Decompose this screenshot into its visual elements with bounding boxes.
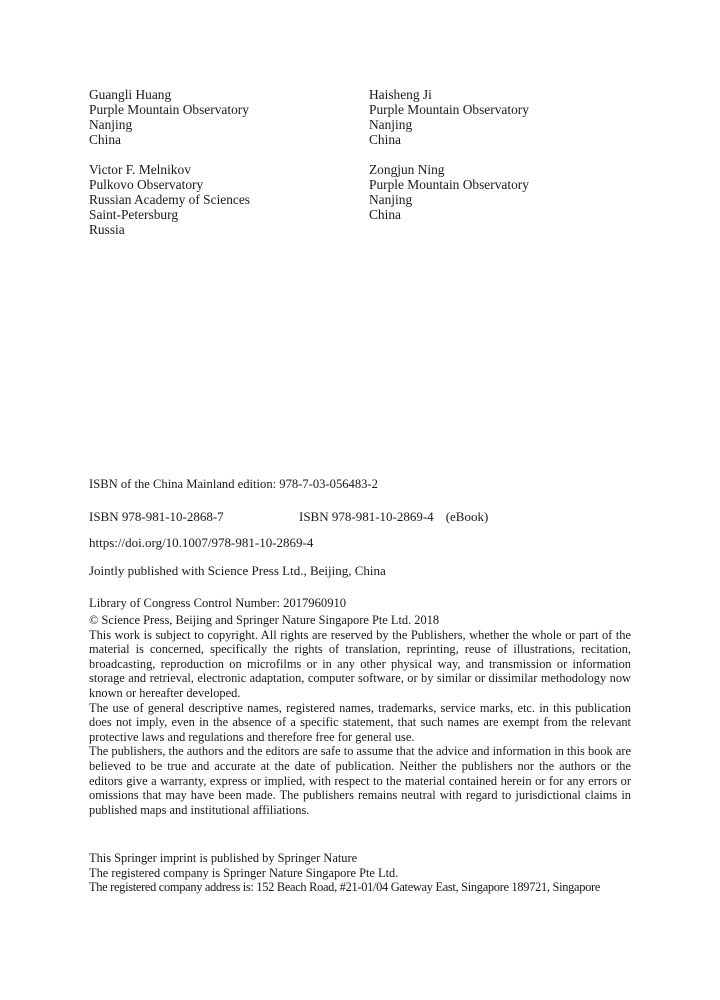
author-affiliation-line: Purple Mountain Observatory (369, 177, 529, 192)
isbn-ebook: ISBN 978-981-10-2869-4 (299, 509, 434, 524)
author-affiliation-line: Purple Mountain Observatory (369, 102, 529, 117)
author-affiliation-line: Russian Academy of Sciences (89, 192, 251, 207)
author-block-ji (369, 87, 529, 147)
isbn-china-mainland: ISBN of the China Mainland edition: 978-7-03-056483-2 (89, 477, 378, 491)
author-affiliation-line: Nanjing (369, 117, 413, 132)
author-affiliation-line: Nanjing (369, 192, 413, 207)
copyright-notice (89, 613, 631, 817)
author-affiliation-line: China (369, 207, 401, 222)
author-name: Guangli Huang (89, 87, 172, 102)
copyright-line: © Science Press, Beijing and Springer Nature Singapore Pte Ltd. 2018 (89, 613, 440, 627)
isbn-print: ISBN 978-981-10-2868-7 (89, 509, 224, 524)
copyright-paragraph: This work is subject to copyright. All rights are reserved by the Publishers, whether the whole or part of the material is concerned, specifically the rights of translation, reprinting, reuse of illustrations, recitation, broadcasting, reproduction on microfilms or in any other physical way, and transmission or information storage and retrieval, electronic adaptation, computer software, or by similar or dissimilar methodology now known or hereafter developed. (89, 627, 631, 700)
author-affiliation-line: China (369, 132, 401, 147)
author-block-huang (89, 87, 249, 147)
doi-link[interactable]: https://doi.org/10.1007/978-981-10-2869-4 (89, 535, 314, 550)
author-affiliation-line: Nanjing (89, 117, 133, 132)
author-affiliation-line: Russia (89, 222, 125, 237)
isbn-row (89, 509, 488, 525)
author-affiliation-line: Saint-Petersburg (89, 207, 179, 222)
author-name: Haisheng Ji (369, 87, 432, 102)
footer-line: The registered company is Springer Nature Singapore Pte Ltd. (89, 865, 399, 880)
copyright-paragraph: The use of general descriptive names, registered names, trademarks, service marks, etc. in this publication does not imply, even in the absence of a specific statement, that such names are exempt from the relevant protective laws and regulations and therefore free for general use. (89, 700, 631, 744)
author-affiliation-line: Purple Mountain Observatory (89, 102, 249, 117)
footer-line: This Springer imprint is published by Springer Nature (89, 851, 358, 865)
footer-address-line: The registered company address is: 152 Beach Road, #21-01/04 Gateway East, Singapore 189721, Singapore (89, 880, 601, 895)
author-block-melnikov (89, 162, 250, 237)
copyright-paragraph: The publishers, the authors and the editors are safe to assume that the advice and information in this book are believed to be true and accurate at the date of publication. Neither the publishers nor the authors or the editors give a warranty, express or implied, with respect to the material contained herein or for any errors or omissions that may have been made. The publishers remains neutral with regard to jurisdictional claims in published maps and institutional affiliations. (89, 744, 631, 817)
author-affiliation-line: China (89, 132, 121, 147)
author-name: Victor F. Melnikov (89, 162, 191, 177)
joint-publisher-note: Jointly published with Science Press Ltd., Beijing, China (89, 563, 386, 578)
ebook-tag: (eBook) (445, 509, 489, 524)
imprint-footer (89, 851, 634, 895)
lccn: Library of Congress Control Number: 2017960910 (89, 596, 347, 610)
author-block-ning (369, 162, 529, 222)
author-name: Zongjun Ning (369, 162, 445, 177)
author-affiliation-line: Pulkovo Observatory (89, 177, 204, 192)
